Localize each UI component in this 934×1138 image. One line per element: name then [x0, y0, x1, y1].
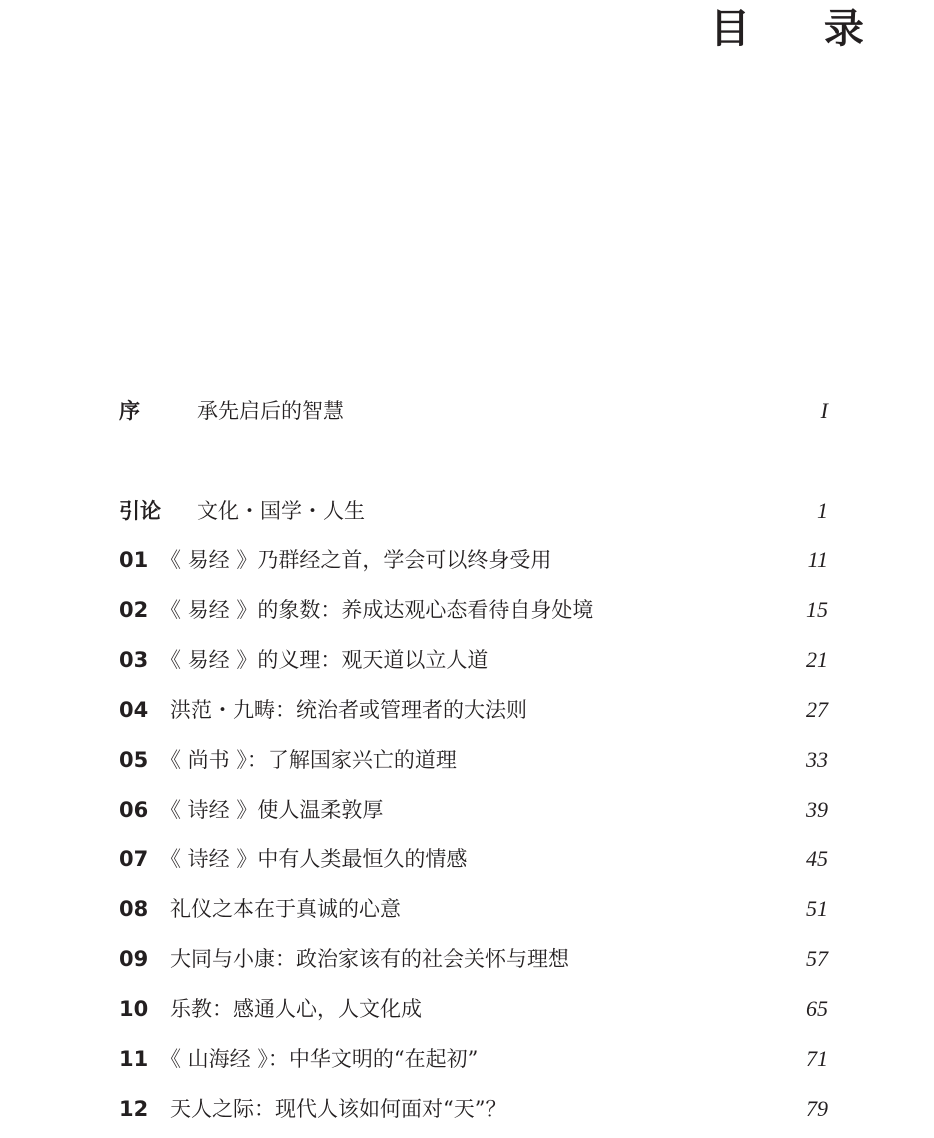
entry-title: 文化・国学・人生: [197, 499, 365, 523]
toc-entry-chapter[interactable]: [0, 1089, 934, 1129]
toc-entry-preface[interactable]: [0, 391, 934, 431]
chapter-number: 04: [119, 698, 149, 722]
entry-page-number: I: [820, 398, 828, 423]
chapter-page-number: 27: [806, 697, 828, 722]
entry-label: 引论: [119, 499, 161, 523]
chapter-page-number: 65: [806, 996, 828, 1021]
chapter-page-number: 33: [806, 747, 828, 772]
chapter-page-number: 79: [806, 1096, 828, 1121]
chapter-page-number: 57: [806, 946, 828, 971]
chapter-number: 08: [119, 897, 149, 921]
toc-entry-chapter[interactable]: [0, 839, 934, 879]
chapter-title: 大同与小康：政治家该有的社会关怀与理想: [170, 947, 569, 971]
chapter-number: 12: [119, 1097, 149, 1121]
chapter-number: 05: [119, 748, 149, 772]
chapter-number: 09: [119, 947, 149, 971]
chapter-title: 洪范・九畴：统治者或管理者的大法则: [170, 698, 527, 722]
toc-entry-chapter[interactable]: [0, 590, 934, 630]
toc-entry-chapter[interactable]: [0, 889, 934, 929]
chapter-title: 《 山海经 》：中华文明的“在起初”: [160, 1047, 479, 1071]
toc-entry-chapter[interactable]: [0, 540, 934, 580]
chapter-title: 《 易经 》乃群经之首，学会可以终身受用: [160, 548, 552, 572]
chapter-number: 11: [119, 1047, 149, 1071]
chapter-title: 《 诗经 》中有人类最恒久的情感: [160, 847, 468, 871]
toc-entry-introduction[interactable]: [0, 491, 934, 531]
chapter-number: 01: [119, 548, 149, 572]
entry-label: 序: [119, 399, 140, 423]
entry-title: 承先启后的智慧: [197, 399, 344, 423]
toc-entry-chapter[interactable]: [0, 989, 934, 1029]
chapter-number: 02: [119, 598, 149, 622]
chapter-title: 《 易经 》的义理：观天道以立人道: [160, 648, 489, 672]
chapter-title: 乐教：感通人心，人文化成: [170, 997, 422, 1021]
toc-entry-chapter[interactable]: [0, 740, 934, 780]
toc-entry-chapter[interactable]: [0, 790, 934, 830]
chapter-page-number: 15: [806, 597, 828, 622]
chapter-number: 03: [119, 648, 149, 672]
chapter-title: 天人之际：现代人该如何面对“天”？: [170, 1097, 507, 1121]
chapter-page-number: 51: [806, 896, 828, 921]
chapter-page-number: 45: [806, 846, 828, 871]
chapter-title: 《 易经 》的象数：养成达观心态看待自身处境: [160, 598, 594, 622]
chapter-number: 10: [119, 997, 149, 1021]
chapter-page-number: 39: [806, 797, 828, 822]
chapter-title: 《 诗经 》使人温柔敦厚: [160, 798, 384, 822]
toc-entry-chapter[interactable]: [0, 939, 934, 979]
chapter-page-number: 21: [806, 647, 828, 672]
chapter-page-number: 71: [806, 1046, 828, 1071]
chapter-number: 06: [119, 798, 149, 822]
chapter-number: 07: [119, 847, 149, 871]
entry-page-number: 1: [817, 498, 828, 523]
page-title: 目 录: [710, 5, 894, 52]
toc-entry-chapter[interactable]: [0, 1039, 934, 1079]
chapter-page-number: 11: [807, 547, 828, 572]
toc-entry-chapter[interactable]: [0, 690, 934, 730]
chapter-title: 《 尚书 》：了解国家兴亡的道理: [160, 748, 457, 772]
toc-entry-chapter[interactable]: [0, 640, 934, 680]
chapter-title: 礼仪之本在于真诚的心意: [170, 897, 401, 921]
